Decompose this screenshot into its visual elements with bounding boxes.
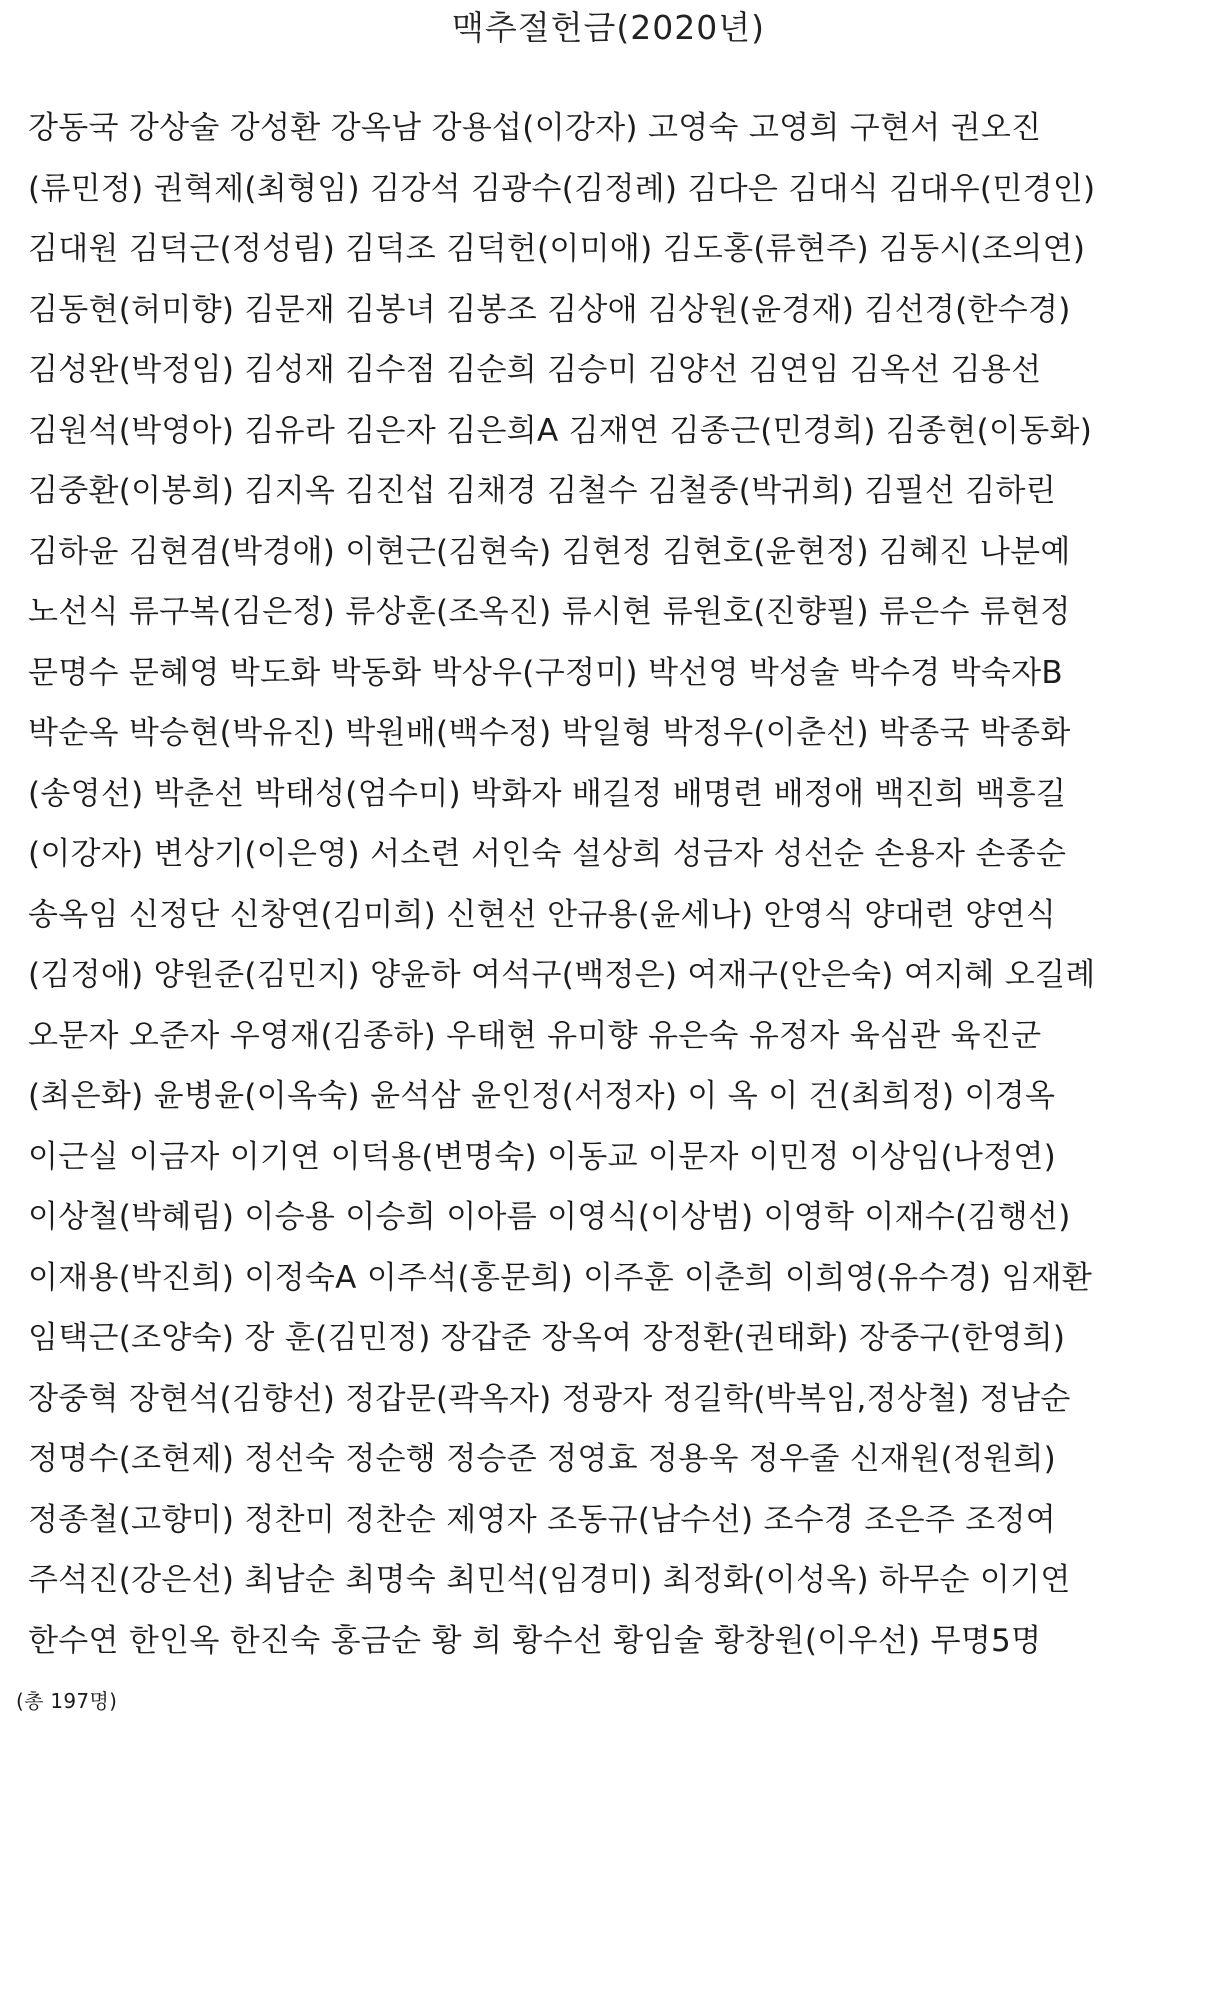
donor-line: 김하윤 김현겸(박경애) 이현근(김현숙) 김현정 김현호(윤현정) 김혜진 나분예 <box>28 533 1071 570</box>
donor-line: 김원석(박영아) 김유라 김은자 김은희A 김재연 김종근(민경희) 김종현(이동화) <box>28 412 1093 449</box>
donor-line: 박순옥 박승현(박유진) 박원배(백수정) 박일형 박정우(이춘선) 박종국 박종화 <box>28 715 1071 751</box>
donor-line: (최은화) 윤병윤(이옥숙) 윤석삼 윤인정(서정자) 이 옥 이 건(최희정) 이경옥 <box>28 1078 1056 1114</box>
donor-line: 정종철(고향미) 정찬미 정찬순 제영자 조동규(남수선) 조수경 조은주 조정여 <box>28 1501 1057 1538</box>
donor-line: 김중환(이봉희) 김지옥 김진섭 김채경 김철수 김철중(박귀희) 김필선 김하린 <box>28 473 1057 509</box>
donor-line: 문명수 문혜영 박도화 박동화 박상우(구정미) 박선영 박성술 박수경 박숙자B <box>28 654 1063 691</box>
donor-line: 정명수(조현제) 정선숙 정순행 정승준 정영효 정용욱 정우줄 신재원(정원희) <box>28 1441 1057 1477</box>
donor-line: 이재용(박진희) 이정숙A 이주석(홍문희) 이주훈 이춘희 이희영(유수경) 임재환 <box>28 1259 1093 1296</box>
donor-line: (김정애) 양원준(김민지) 양윤하 여석구(백정은) 여재구(안은숙) 여지혜 오길례 <box>28 957 1096 993</box>
donor-line: 강동국 강상술 강성환 강옥남 강용섭(이강자) 고영숙 고영희 구현서 권오진 <box>28 110 1042 146</box>
donor-line: 김성완(박정임) 김성재 김수점 김순희 김승미 김양선 김연임 김옥선 김용선 <box>28 352 1042 388</box>
donor-line: 임택근(조양숙) 장 훈(김민정) 장갑준 장옥여 장정환(권태화) 장중구(한영희) <box>28 1320 1066 1356</box>
donor-line: 김대원 김덕근(정성림) 김덕조 김덕헌(이미애) 김도홍(류현주) 김동시(조의연) <box>28 231 1086 267</box>
donor-line: (이강자) 변상기(이은영) 서소련 서인숙 설상희 성금자 성선순 손용자 손종순 <box>28 836 1067 872</box>
donor-line: 한수연 한인옥 한진숙 홍금순 황 희 황수선 황임술 황창원(이우선) 무명5명 <box>28 1622 1042 1659</box>
total-count: (총 197명) <box>16 1689 118 1713</box>
donor-line: (류민정) 권혁제(최형임) 김강석 김광수(김정례) 김다은 김대식 김대우(민경인) <box>28 170 1096 207</box>
donor-line: 오문자 오준자 우영재(김종하) 우태현 유미향 유은숙 유정자 육심관 육진군 <box>28 1017 1042 1054</box>
donor-line: 이근실 이금자 이기연 이덕용(변명숙) 이동교 이문자 이민정 이상임(나정연) <box>28 1138 1057 1175</box>
donor-line: 이상철(박혜림) 이승용 이승희 이아름 이영식(이상범) 이영학 이재수(김행선) <box>28 1199 1071 1235</box>
donor-list <box>16 98 1203 1732</box>
donor-line: 김동현(허미향) 김문재 김봉녀 김봉조 김상애 김상원(윤경재) 김선경(한수경) <box>28 291 1071 328</box>
document-title: 맥추절헌금(2020년) <box>452 8 765 47</box>
donor-line: 주석진(강은선) 최남순 최명숙 최민석(임경미) 최정화(이성옥) 하무순 이기연 <box>28 1562 1071 1598</box>
donor-line: 송옥임 신정단 신창연(김미희) 신현선 안규용(윤세나) 안영식 양대련 양연식 <box>28 896 1057 933</box>
donor-line: 노선식 류구복(김은정) 류상훈(조옥진) 류시현 류원호(진향필) 류은수 류현정 <box>28 594 1071 630</box>
donor-line: (송영선) 박춘선 박태성(엄수미) 박화자 배길정 배명련 배정애 백진희 백흥길 <box>28 775 1067 812</box>
donor-line: 장중혁 장현석(김향선) 정갑문(곽옥자) 정광자 정길학(박복임,정상철) 정남순 <box>28 1380 1071 1417</box>
